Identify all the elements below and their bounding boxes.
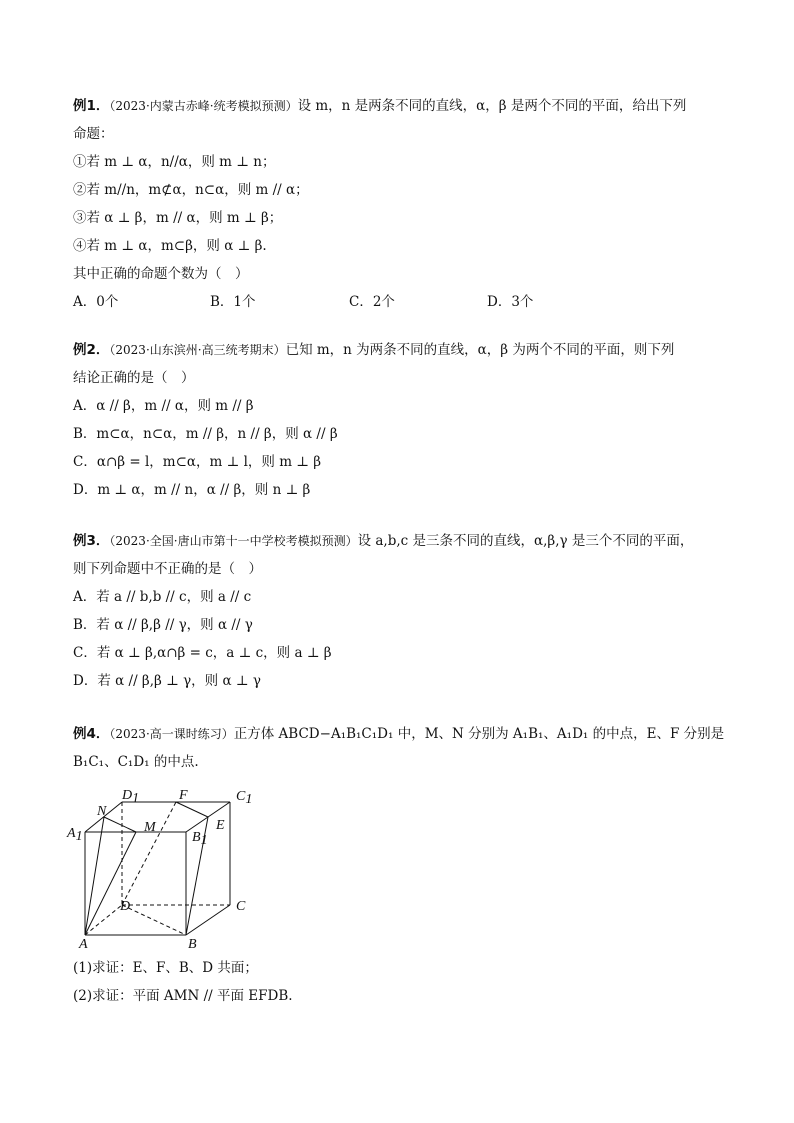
label-d: D (120, 899, 131, 914)
ex3-label: 例3 (73, 533, 96, 549)
ex2-stem-line1: 例2．（2023·山东滨州·高三统考期末）已知 m，n 为两条不同的直线，α，β 为两个不同的平面，则下列 (73, 342, 675, 358)
ex1-proposition-2: ②若 m//n，m⊄α，n⊂α，则 m // α； (73, 182, 309, 198)
ex1-stem-line2: 命题： (73, 126, 114, 142)
ex2-stem-line2: 结论正确的是（ ） (73, 370, 195, 386)
edge-bc (186, 905, 230, 935)
ex4-stem-line2: B₁C₁、C₁D₁ 的中点. (73, 754, 199, 770)
cube-figure (66, 780, 266, 952)
ex1-option-b: B．1个 (210, 294, 256, 310)
ex4-question-2: (2)求证：平面 AMN // 平面 EFDB. (73, 988, 293, 1004)
ex3-stem-line1: 例3．（2023·全国·唐山市第十一中学校考模拟预测）设 a,b,c 是三条不同的直线，α,β,γ 是三个不同的平面， (73, 533, 694, 549)
ex4-source: （2023·高一课时练习） (109, 727, 234, 741)
ex2-option-c: C．α∩β = l，m⊂α，m ⊥ l，则 m ⊥ β (73, 454, 322, 470)
ex2-source: （2023·山东滨州·高三统考期末） (109, 343, 286, 357)
label-b: B (188, 937, 197, 952)
ex2-stem1: 已知 m，n 为两条不同的直线，α，β 为两个不同的平面，则下列 (285, 342, 675, 358)
hidden-edge-ad (85, 905, 122, 935)
ex4-stem1: 正方体 ABCD−A₁B₁C₁D₁ 中，M、N 分别为 A₁B₁、A₁D₁ 的中点，E、F 分别是 (233, 726, 725, 742)
ex1-proposition-4: ④若 m ⊥ α，m⊂β，则 α ⊥ β. (73, 238, 267, 254)
ex4-stem-line1: 例4．（2023·高一课时练习）正方体 ABCD−A₁B₁C₁D₁ 中，M、N 分别为 A₁B₁、A₁D₁ 的中点，E、F 分别是 (73, 726, 725, 742)
label-c: C (236, 899, 246, 914)
ex1-stem1: 设 m，n 是两条不同的直线，α，β 是两个不同的平面，给出下列 (297, 98, 687, 114)
label-b1: B1 (192, 830, 208, 848)
ex1-option-c: C．2个 (349, 294, 395, 310)
segment-nm (104, 817, 136, 832)
ex4-question-1: (1)求证：E、F、B、D 共面； (73, 960, 258, 976)
ex2-label: 例2 (73, 342, 96, 358)
hidden-segment-df (122, 802, 176, 905)
label-a: A (79, 937, 88, 952)
label-d1: D1 (122, 788, 140, 806)
ex3-stem1: 设 a,b,c 是三条不同的直线，α,β,γ 是三个不同的平面， (357, 533, 694, 549)
segment-an (85, 817, 104, 935)
ex1-source: （2023·内蒙古赤峰·统考模拟预测） (109, 99, 298, 113)
ex1-option-d: D．3个 (487, 294, 534, 310)
ex3-option-d: D．若 α // β,β ⊥ γ，则 α ⊥ γ (73, 673, 261, 689)
segment-am (85, 832, 136, 935)
ex1-question: 其中正确的命题个数为（ ） (73, 266, 249, 282)
ex1-proposition-1: ①若 m ⊥ α，n//α，则 m ⊥ n； (73, 154, 276, 170)
ex3-option-b: B．若 α // β,β // γ，则 α // γ (73, 617, 253, 633)
ex2-option-d: D．m ⊥ α，m // n，α // β，则 n ⊥ β (73, 482, 311, 498)
ex3-option-a: A．若 a // b,b // c，则 a // c (73, 589, 252, 605)
ex4-label: 例4 (73, 726, 96, 742)
segment-fe (176, 802, 208, 817)
ex1-stem-line1: 例1．（2023·内蒙古赤峰·统考模拟预测）设 m，n 是两条不同的直线，α，β 是两个不同的平面，给出下列 (73, 98, 687, 114)
label-n: N (97, 804, 107, 819)
ex3-stem-line2: 则下列命题中不正确的是（ ） (73, 561, 262, 577)
ex3-option-c: C．若 α ⊥ β,α∩β = c，a ⊥ c，则 a ⊥ β (73, 645, 332, 661)
ex2-option-b: B．m⊂α，n⊂α，m // β，n // β，则 α // β (73, 426, 338, 442)
label-c1: C1 (236, 789, 253, 807)
ex2-option-a: A．α // β，m // α，则 m // β (73, 398, 254, 414)
label-a1: A1 (67, 826, 83, 844)
label-m: M (144, 820, 156, 835)
label-f: F (179, 788, 188, 803)
hidden-segment-db (122, 905, 186, 935)
label-e: E (216, 818, 225, 833)
ex3-source: （2023·全国·唐山市第十一中学校考模拟预测） (109, 534, 358, 548)
ex1-label: 例1 (73, 98, 96, 114)
ex1-option-a: A．0个 (73, 294, 119, 310)
ex1-proposition-3: ③若 α ⊥ β，m // α，则 m ⊥ β； (73, 210, 283, 226)
